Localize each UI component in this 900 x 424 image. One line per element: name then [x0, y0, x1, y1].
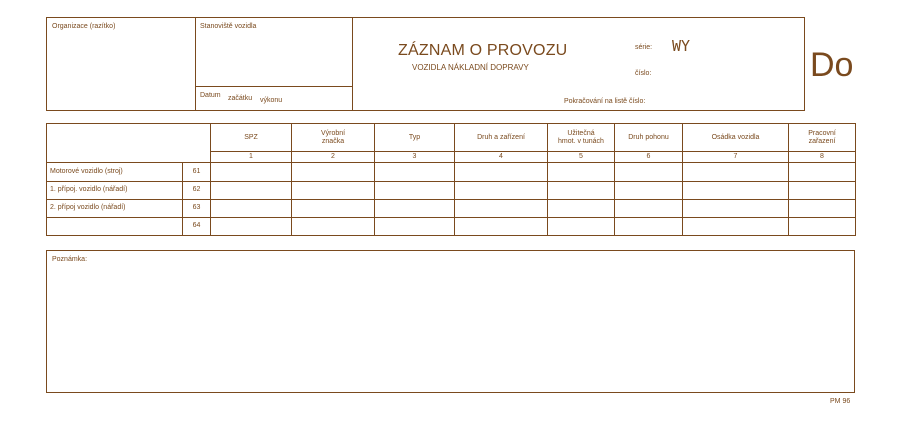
- table-cell[interactable]: [455, 181, 548, 199]
- column-header-drive: [615, 124, 683, 152]
- table-cell[interactable]: [683, 163, 789, 181]
- row-code: 61: [183, 163, 211, 181]
- table-cell[interactable]: [789, 217, 856, 235]
- table-cell[interactable]: [683, 217, 789, 235]
- column-header-text: hmot. v tunách: [558, 137, 604, 145]
- column-header-text: Typ: [408, 133, 421, 141]
- column-header-text: Výrobní: [320, 129, 346, 137]
- column-number: 2: [292, 152, 375, 163]
- table-cell[interactable]: [455, 199, 548, 217]
- table-cell[interactable]: [548, 163, 615, 181]
- table-cell[interactable]: [375, 217, 455, 235]
- form-code: PM 96: [830, 398, 851, 405]
- column-header-spz: [211, 124, 292, 152]
- column-header-text: Osádka vozidla: [711, 133, 760, 141]
- do-label: Do: [810, 46, 854, 84]
- organization-label: Organizace (razítko): [52, 23, 116, 30]
- form-subtitle: VOZIDLA NÁKLADNÍ DOPRAVY: [412, 63, 529, 72]
- notes-label: Poznámka:: [52, 256, 88, 263]
- column-header-text: Druh a zařízení: [477, 133, 525, 141]
- table-cell[interactable]: [211, 181, 292, 199]
- column-header-text: Druh pohonu: [628, 133, 669, 141]
- organization-stamp-box[interactable]: [46, 17, 196, 111]
- table-cell[interactable]: [615, 217, 683, 235]
- table-cell[interactable]: [548, 181, 615, 199]
- row-label: 2. přípoj vozidlo (nářadí): [47, 199, 183, 217]
- table-cell[interactable]: [292, 217, 375, 235]
- column-header-crew: [683, 124, 789, 152]
- table-header-row: [47, 124, 856, 152]
- vehicle-station-label: Stanoviště vozidla: [200, 23, 257, 30]
- series-value[interactable]: WY: [672, 37, 691, 55]
- vehicle-table: [46, 123, 856, 236]
- table-cell[interactable]: [375, 199, 455, 217]
- table-cell[interactable]: [211, 199, 292, 217]
- number-label: číslo:: [635, 70, 652, 77]
- table-cell[interactable]: [455, 217, 548, 235]
- date-label: Datum: [200, 92, 221, 99]
- column-number: 1: [211, 152, 292, 163]
- row-label: 1. přípoj. vozidlo (nářadí): [47, 181, 183, 199]
- continuation-label: Pokračování na listě číslo:: [564, 98, 646, 105]
- table-cell[interactable]: [615, 163, 683, 181]
- table-cell[interactable]: [789, 163, 856, 181]
- table-cell[interactable]: [211, 217, 292, 235]
- column-header-payload: [548, 124, 615, 152]
- start-label: začátku: [228, 95, 253, 102]
- table-cell[interactable]: [789, 181, 856, 199]
- column-header-kind: [455, 124, 548, 152]
- column-header-text: Užitečná: [567, 129, 595, 137]
- table-cell[interactable]: [615, 181, 683, 199]
- table-cell[interactable]: [292, 199, 375, 217]
- table-cell[interactable]: [615, 199, 683, 217]
- form-title: ZÁZNAM O PROVOZU: [398, 42, 568, 59]
- row-code: 63: [183, 199, 211, 217]
- table-corner-cell: [47, 124, 211, 163]
- column-number: 8: [789, 152, 856, 163]
- table-row: [47, 163, 856, 181]
- column-header-text: Pracovní: [808, 129, 836, 137]
- row-code: 62: [183, 181, 211, 199]
- column-number: 3: [375, 152, 455, 163]
- column-header-text: značka: [321, 137, 345, 145]
- column-header-assignment: [789, 124, 856, 152]
- table-row: [47, 181, 856, 199]
- notes-box[interactable]: [46, 250, 855, 393]
- column-number: 6: [615, 152, 683, 163]
- table-cell[interactable]: [211, 163, 292, 181]
- series-label: série:: [635, 44, 653, 51]
- table-row: [47, 199, 856, 217]
- table-cell[interactable]: [548, 199, 615, 217]
- table-cell[interactable]: [548, 217, 615, 235]
- row-code: 64: [183, 217, 211, 235]
- column-header-make: [292, 124, 375, 152]
- table-cell[interactable]: [375, 181, 455, 199]
- table-cell[interactable]: [683, 199, 789, 217]
- column-number: 5: [548, 152, 615, 163]
- row-label: [47, 217, 183, 235]
- table-cell[interactable]: [292, 163, 375, 181]
- column-header-text: SPZ: [244, 133, 258, 141]
- column-number: 4: [455, 152, 548, 163]
- table-cell[interactable]: [455, 163, 548, 181]
- column-header-text: zařazení: [808, 137, 836, 145]
- table-cell[interactable]: [375, 163, 455, 181]
- column-number: 7: [683, 152, 789, 163]
- table-cell[interactable]: [292, 181, 375, 199]
- table-row: [47, 217, 856, 235]
- table-cell[interactable]: [683, 181, 789, 199]
- table-cell[interactable]: [789, 199, 856, 217]
- column-header-type: [375, 124, 455, 152]
- row-label: Motorové vozidlo (stroj): [47, 163, 183, 181]
- performance-label: výkonu: [260, 97, 283, 104]
